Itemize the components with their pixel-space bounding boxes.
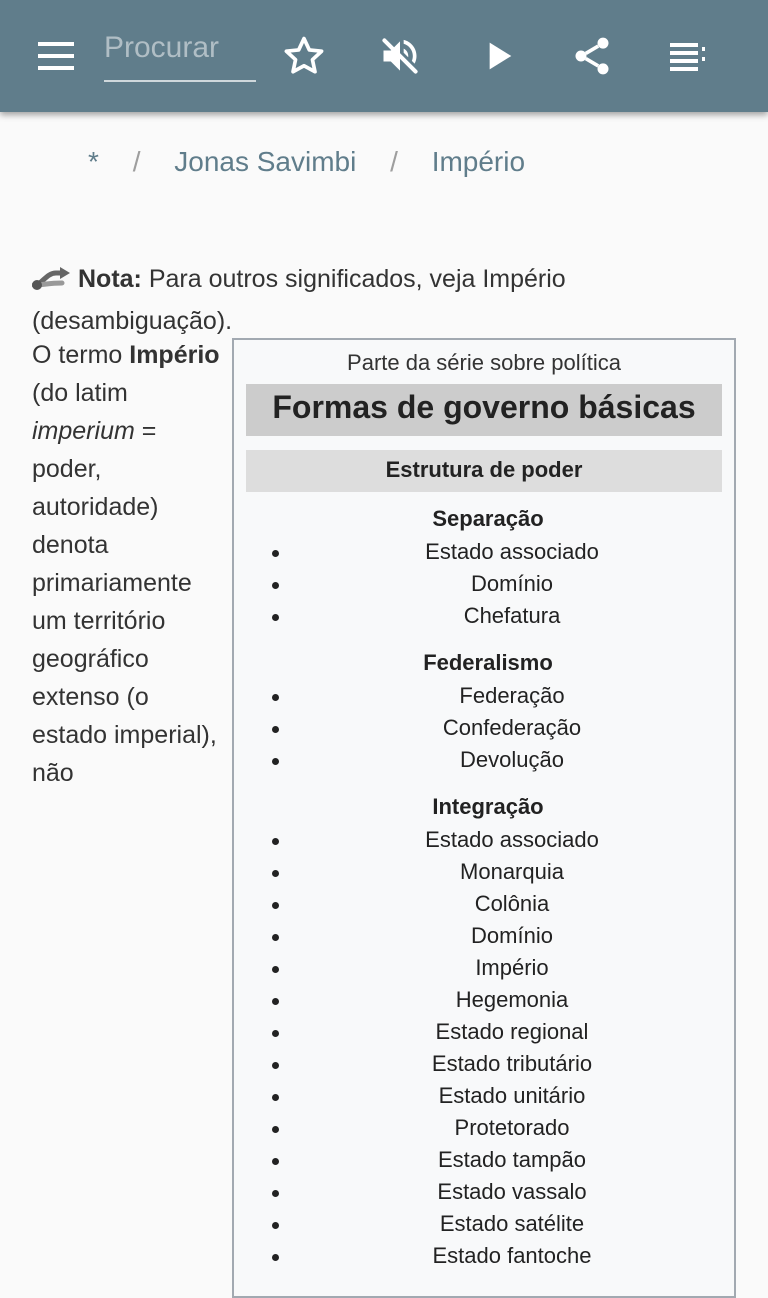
disambiguation-note [32,260,732,340]
group-title[interactable]: Integração [432,794,544,819]
search-field[interactable] [104,26,256,82]
list-item[interactable]: Estado associado [234,536,734,568]
list-item[interactable]: Confederação [234,712,734,744]
disambiguation-icon [32,264,72,302]
search-input[interactable] [104,26,256,70]
note-label: Nota: [78,265,142,293]
list-item[interactable]: Protetorado [234,1112,734,1144]
breadcrumb-separator: / [132,146,141,177]
infobox-forms-of-government [232,338,736,1298]
breadcrumb [88,146,525,178]
list-item[interactable]: Federação [234,680,734,712]
list-item[interactable]: Devolução [234,744,734,776]
breadcrumb-separator: / [390,146,398,177]
share-icon [570,34,614,78]
group-title[interactable]: Separação [432,506,544,531]
list-item[interactable]: Estado tampão [234,1144,734,1176]
list-item[interactable]: Estado vassalo [234,1176,734,1208]
list-item[interactable]: Domínio [234,568,734,600]
breadcrumb-item-jonas-savimbi[interactable]: Jonas Savimbi [174,146,357,177]
group-separacao [234,502,734,632]
playlist-icon [668,36,708,76]
share-button[interactable] [564,28,620,84]
lead-text-before: O termo [32,341,123,369]
mute-button[interactable] [372,28,428,84]
list-item[interactable]: Domínio [234,920,734,952]
list-item[interactable]: Estado unitário [234,1080,734,1112]
infobox-header: Estrutura de poder [246,450,722,492]
playlist-button[interactable] [660,28,716,84]
list-item[interactable]: Hegemonia [234,984,734,1016]
list-item[interactable]: Estado tributário [234,1048,734,1080]
lead-term: Império [129,341,220,369]
breadcrumb-item-imperio[interactable]: Império [431,146,526,177]
list-item[interactable]: Estado associado [234,824,734,856]
group-integracao [234,790,734,1272]
infobox-above[interactable]: Parte da série sobre política [347,350,621,375]
menu-icon [36,36,76,76]
list-item[interactable]: Monarquia [234,856,734,888]
play-icon [478,36,518,76]
list-item[interactable]: Estado satélite [234,1208,734,1240]
list-item[interactable]: Colônia [234,888,734,920]
group-federalismo [234,646,734,776]
breadcrumb-root[interactable]: * [88,146,99,177]
lead-latin-term: imperium [32,417,135,445]
article-lead [32,336,222,792]
list-item[interactable]: Estado fantoche [234,1240,734,1272]
lead-text-mid: (do latim [32,379,128,407]
group-title[interactable]: Federalismo [423,650,553,675]
star-icon [282,34,326,78]
list-item[interactable]: Chefatura [234,600,734,632]
play-button[interactable] [470,28,526,84]
menu-button[interactable] [28,28,84,84]
app-bar [0,0,768,112]
favorite-button[interactable] [276,28,332,84]
list-item[interactable]: Império [234,952,734,984]
lead-text-after: = poder, autoridade) denota primariamente um território geográfico extenso (o estado imperial), não [32,417,217,787]
volume-off-icon [378,34,422,78]
list-item[interactable]: Estado regional [234,1016,734,1048]
note-text[interactable]: Para outros significados, veja Império (desambiguação). [32,265,566,335]
infobox-title: Formas de governo básicas [246,384,722,436]
